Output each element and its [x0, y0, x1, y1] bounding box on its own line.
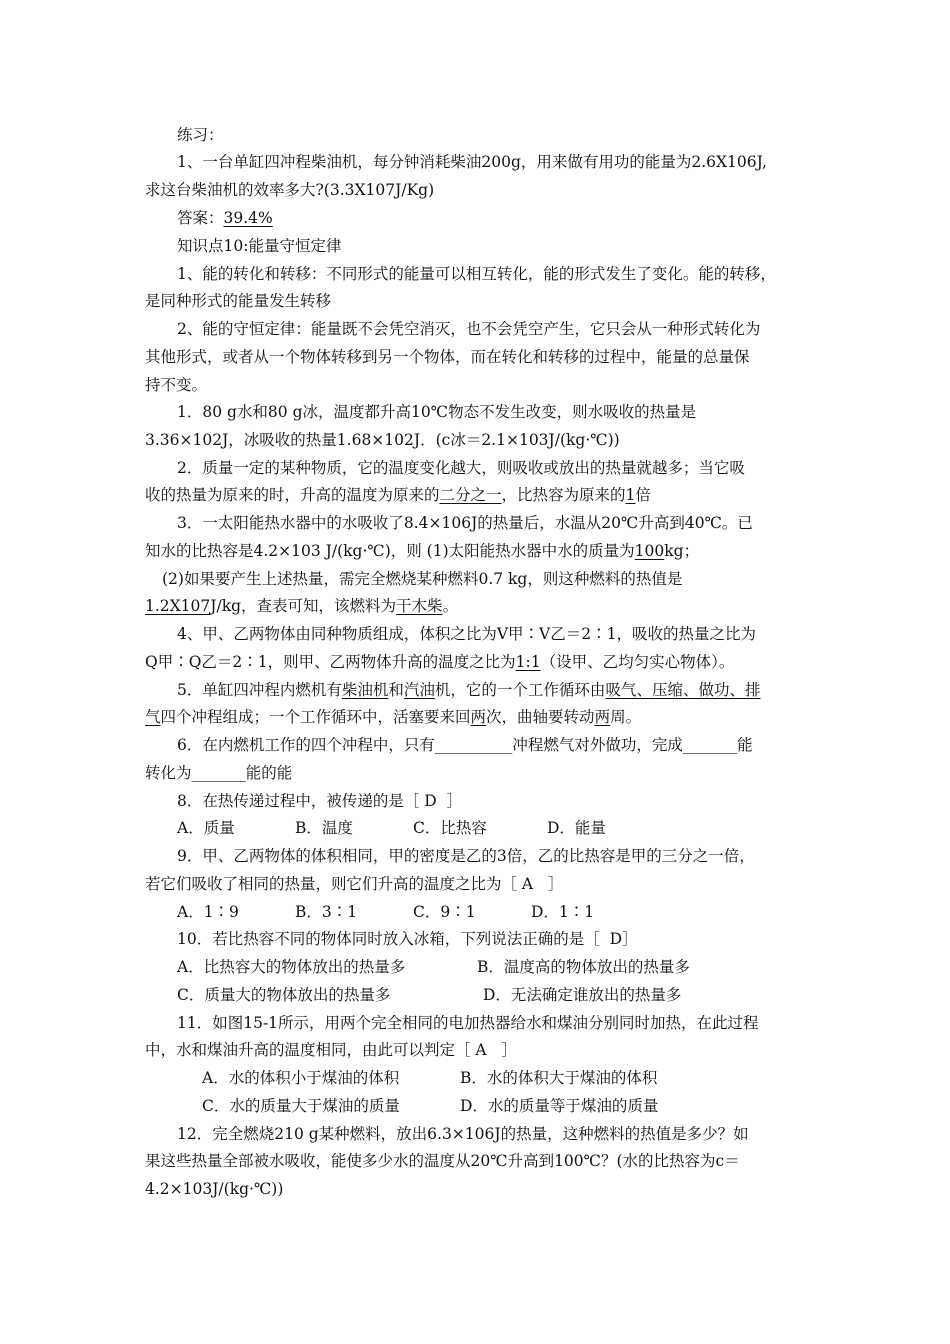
paragraph-line: 2、能的守恒定律：能量既不会凭空消灭，也不会凭空产生，它只会从一种形式转化为 — [177, 320, 761, 338]
question-4-line: 4、甲、乙两物体由同种物质组成，体积之比为V甲∶V乙＝2∶1，吸收的热量之比为 — [177, 625, 756, 643]
exercise-1-line: 求这台柴油机的效率多大?(3.3X107J/Kg) — [145, 181, 435, 199]
answer-blank: 1 — [625, 486, 636, 504]
section-heading: 练习： — [177, 126, 224, 144]
answer-blank: 干木柴 — [396, 597, 443, 615]
option-d: D．水的质量等于煤油的质量 — [460, 1097, 659, 1115]
question-11-line: 中，水和煤油升高的温度相同，由此可以判定［ A ］ — [145, 1041, 517, 1059]
question-1-line: 3.36×102J，冰吸收的热量1.68×102J．(c冰＝2.1×103J/(kg·℃)) — [145, 431, 620, 449]
paragraph-line: 其他形式，或者从一个物体转移到另一个物体，而在转化和转移的过程中，能量的总量保 — [145, 348, 750, 366]
question-6-line: 6．在内燃机工作的四个冲程中，只有__________冲程燃气对外做功，完成_______能 — [177, 736, 753, 754]
question-6-line: 转化为_______能的能 — [145, 764, 293, 782]
question-8-options — [177, 818, 606, 838]
paragraph-line: 持不变。 — [145, 376, 208, 394]
option-b: B．温度高的物体放出的热量多 — [477, 958, 690, 976]
question-5-line: 5．单缸四冲程内燃机有柴油机和汽油机，它的一个工作循环由吸气、压缩、做功、排 — [177, 681, 761, 699]
question-3-line: (2)如果要产生上述热量，需完全燃烧某种燃料0.7 kg，则这种燃料的热值是 — [162, 570, 683, 588]
option-c: C．9∶1 — [413, 903, 476, 921]
answer-blank: 1.2X107 — [145, 597, 211, 615]
question-5-line: 气四个冲程组成；一个工作循环中，活塞要来回两次，曲轴要转动两周。 — [145, 708, 642, 726]
answer-blank: 两 — [594, 708, 611, 726]
question-9-options — [177, 902, 594, 922]
option-a: A．1∶9 — [177, 903, 239, 921]
question-10-options — [177, 985, 681, 1005]
exercise-1-line: 1、一台单缸四冲程柴油机，每分钟消耗柴油200g，用来做有用功的能量为2.6X106J, — [177, 153, 767, 171]
answer-blank: 二分之一 — [439, 486, 502, 504]
answer-blank: 1:1 — [515, 653, 541, 671]
answer-blank: 两 — [470, 708, 487, 726]
knowledge-point-title: 知识点10:能量守恒定律 — [177, 237, 342, 255]
question-12-line: 12．完全燃烧210 g某种燃料，放出6.3×106J的热量，这种燃料的热值是多少？如 — [177, 1125, 749, 1143]
answer-value: 39.4% — [223, 209, 273, 227]
question-10-options — [177, 957, 690, 977]
option-c: C．质量大的物体放出的热量多 — [177, 986, 391, 1004]
question-12-line: 果这些热量全部被水吸收，能使多少水的温度从20℃升高到100℃？(水的比热容为c＝ — [145, 1152, 740, 1170]
question-2-line: 收的热量为原来的时，升高的温度为原来的二分之一，比热容为原来的1倍 — [145, 486, 651, 504]
option-c: C．比热容 — [413, 819, 487, 837]
option-b: B．温度 — [295, 819, 353, 837]
option-d: D．能量 — [547, 819, 606, 837]
exercise-1-answer: 答案：39.4% — [177, 209, 273, 227]
answer-blank: 100 — [634, 542, 665, 560]
option-b: B．3∶1 — [295, 903, 358, 921]
question-9-line: 9．甲、乙两物体的体积相同，甲的密度是乙的3倍，乙的比热容是甲的三分之一倍， — [177, 847, 755, 865]
question-2-line: 2．质量一定的某种物质，它的温度变化越大，则吸收或放出的热量就越多；当它吸 — [177, 459, 745, 477]
question-8-stem: 8．在热传递过程中，被传递的是［ D ］ — [177, 792, 463, 810]
question-10-stem: 10．若比热容不同的物体同时放入冰箱，下列说法正确的是［ D］ — [177, 930, 638, 948]
paragraph-line: 1、能的转化和转移：不同形式的能量可以相互转化，能的形式发生了变化。能的转移， — [177, 265, 776, 283]
answer-blank: 气 — [145, 708, 161, 726]
answer-blank: 汽油 — [403, 681, 435, 699]
paragraph-line: 是同种形式的能量发生转移 — [145, 292, 332, 310]
question-3-line: 3．一太阳能热水器中的水吸收了8.4×106J的热量后，水温从20℃升高到40℃。已 — [177, 514, 753, 532]
question-3-line: 知水的比热容是4.2×103 J/(kg·℃)，则 (1)太阳能热水器中水的质量为100kg； — [145, 542, 700, 560]
question-11-options — [202, 1096, 658, 1116]
question-11-options — [202, 1068, 657, 1088]
question-12-line: 4.2×103J/(kg·℃)) — [145, 1180, 284, 1198]
option-d: D．无法确定谁放出的热量多 — [483, 986, 682, 1004]
question-1-line: 1．80 g水和80 g冰，温度都升高10℃物态不发生改变，则水吸收的热量是 — [177, 403, 697, 421]
option-a: A．质量 — [177, 819, 235, 837]
question-11-line: 11．如图15-1所示，用两个完全相同的电加热器给水和煤油分别同时加热，在此过程 — [177, 1014, 759, 1032]
option-a: A．比热容大的物体放出的热量多 — [177, 958, 406, 976]
question-9-line: 若它们吸收了相同的热量，则它们升高的温度之比为［ A ］ — [145, 875, 564, 893]
option-d: D．1∶1 — [531, 903, 595, 921]
answer-blank: 柴油机 — [341, 681, 389, 699]
option-b: B．水的体积大于煤油的体积 — [460, 1069, 658, 1087]
answer-blank: 吸气、压缩、做功、排 — [605, 681, 761, 699]
option-a: A．水的体积小于煤油的体积 — [202, 1069, 400, 1087]
question-4-line: Q甲∶Q乙＝2∶1，则甲、乙两物体升高的温度之比为1:1（设甲、乙均匀实心物体）。 — [145, 653, 735, 671]
question-3-line: 1.2X107J/kg，查表可知，该燃料为干木柴。 — [145, 597, 459, 615]
option-c: C．水的质量大于煤油的质量 — [202, 1097, 400, 1115]
